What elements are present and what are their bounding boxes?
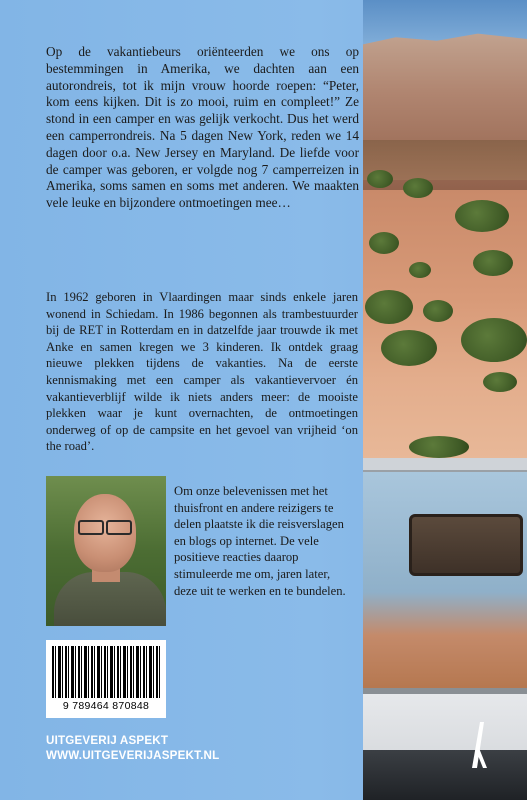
blurb-paragraph: Op de vakantiebeurs oriënteerden we ons op bestemmingen in Amerika, we dachten aan een autorondreis, tot ik mijn vrouw hoorde roepen: “Peter, kom eens kijken. Dit is zo mooi, ruim en compleet!” Ze stond in een camper en was gelijk verkocht. Dus het werd een camperrondreis. Na 5 dagen New York, reden we 14 dagen door o.a. New Jersey en Maryland. De liefde voor de camper was geboren, er volgde nog 7 camperreizen in Amerika, soms samen en soms met anderen. We maakten vele leuke en bijzondere ontmoetingen mee… bbox=[46, 44, 359, 211]
cover-photo bbox=[363, 0, 527, 800]
author-bio: In 1962 geboren in Vlaardingen maar sinds enkele jaren wonend in Schiedam. In 1986 begonnen als trambestuurder bij de RET in Rotterdam en in datzelfde jaar trouwde ik met Anke en samen kregen we 3 kinderen. Ik ontdek graag nieuwe plekken tijdens de vakanties. Na de eerste kennismaking met een camper als vakantievervoer én vakantieverblijf wilde ik niets anders meer: de mooiste plekken waar je kunt overnachten, de ontmoetingen onderweg of op de campsite en het gevoel van vrijheid ‘on the road’. bbox=[46, 290, 358, 454]
photo-bush bbox=[403, 178, 433, 198]
photo-bush bbox=[483, 372, 517, 392]
author-photo-glasses bbox=[78, 520, 132, 532]
photo-bush bbox=[367, 170, 393, 188]
author-closing: Om onze belevenissen met het thuisfront en andere reizigers te delen plaatste ik die reisverslagen en blogs op internet. De vele positieve reacties daarop stimuleerde me om, jaren later, deze uit te werken en te bundelen. bbox=[174, 484, 346, 598]
photo-camper-roof bbox=[363, 458, 527, 472]
isbn-number: 9 789464 870848 bbox=[62, 700, 150, 712]
photo-camper-window bbox=[409, 514, 523, 576]
publisher-name: UITGEVERIJ ASPEKT bbox=[46, 734, 169, 747]
photo-bush bbox=[423, 300, 453, 322]
photo-bush bbox=[473, 250, 513, 276]
photo-bush bbox=[409, 436, 469, 458]
publisher-url: WWW.UITGEVERIJASPEKT.NL bbox=[46, 749, 220, 762]
author-photo bbox=[46, 476, 166, 626]
photo-bush bbox=[455, 200, 509, 232]
isbn-barcode bbox=[46, 640, 166, 718]
photo-bush bbox=[381, 330, 437, 366]
photo-camper-mural bbox=[363, 472, 527, 690]
aspekt-logo-icon bbox=[468, 720, 488, 768]
photo-camper-shadow bbox=[363, 750, 527, 800]
photo-bush bbox=[409, 262, 431, 278]
barcode-bars bbox=[52, 646, 160, 698]
photo-bush bbox=[461, 318, 527, 362]
publisher-block bbox=[46, 733, 219, 763]
photo-bush bbox=[365, 290, 413, 324]
photo-bush bbox=[369, 232, 399, 254]
